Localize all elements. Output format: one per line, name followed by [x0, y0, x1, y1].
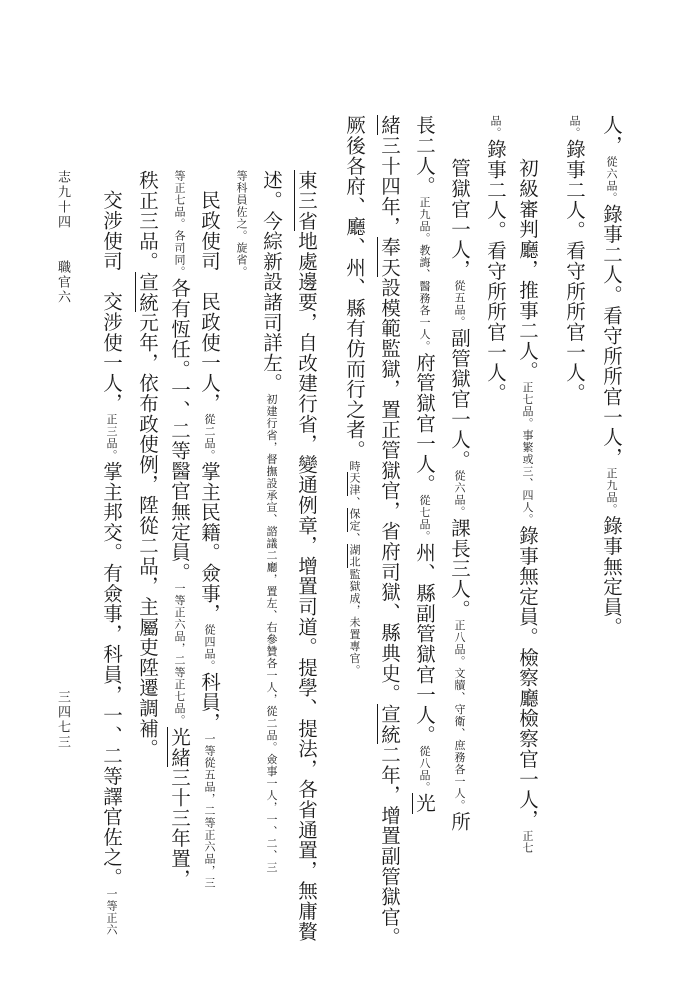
- text-column-4: 管獄官一人，從五品。副管獄官一人。從六品。課長三人。正八品。文牘、守衛、庶務各一人。所: [448, 158, 471, 832]
- text-column-3: 初級審判廳，推事二人。正七品。事繁或三、四人。錄事無定員。檢察廳檢察官一人，正七: [516, 158, 539, 854]
- running-header: [48, 170, 70, 320]
- text-column-3a: 品。錄事二人。看守所所官一人。: [484, 115, 507, 403]
- text-column-8: 東三省地處邊要，自改建行省，變通例章，增置司道。提學、提法，各省通置，無庸贅: [295, 170, 318, 942]
- text-column-12: 等正七品。各司同。各有恆任。一、二等醫官無定員。一等正六品，二等正七品。光緒三十三年置，: [168, 170, 191, 889]
- text-column-11: 民政使司 民政使一人，從二品。掌主民籍。僉事，從四品。科員，一等從五品，二等正六品，三: [198, 190, 221, 889]
- text-column-14: 交涉使司 交涉使一人，正三品。掌主邦交。有僉事，科員，一、二等譯官佐之。一等正六: [100, 190, 123, 936]
- text-column-2: 品。錄事二人。看守所所官一人。: [563, 115, 586, 403]
- page-number: 三四七三: [55, 690, 70, 750]
- text-column-6: 緒三十四年，奉天設模範監獄，置正管獄官，省府司獄、縣典史。宣統二年，增置副管獄官。: [378, 115, 401, 948]
- volume-label: 志九十四: [55, 170, 70, 230]
- text-column-5: 長二人。正九品。教誨、醫務各一人。府管獄官一人。從七品。州、縣副管獄官一人。從八品。光: [413, 115, 436, 814]
- text-column-13: 秩正三品。宣統元年，依布政使例，陞從二品，主屬吏陞遷調補。: [136, 170, 159, 759]
- text-column-10: 等科員佐之。旋省。: [235, 170, 248, 278]
- text-column-9: 述。今綜新設諸司詳左。初建行省，督撫設承宣、諮議二廳，置左、右參贊各一人，從二品。僉事一人，一、二、三: [260, 170, 283, 874]
- section-label: 職官六: [55, 260, 70, 305]
- text-column-7: 厥後各府、廳、州、縣有仿而行之者。時天津、保定、湖北監獄成，未置專官。: [343, 115, 366, 677]
- text-column-1: 人，從六品。錄事二人。看守所所官一人，正九品。錄事無定員。: [600, 115, 623, 638]
